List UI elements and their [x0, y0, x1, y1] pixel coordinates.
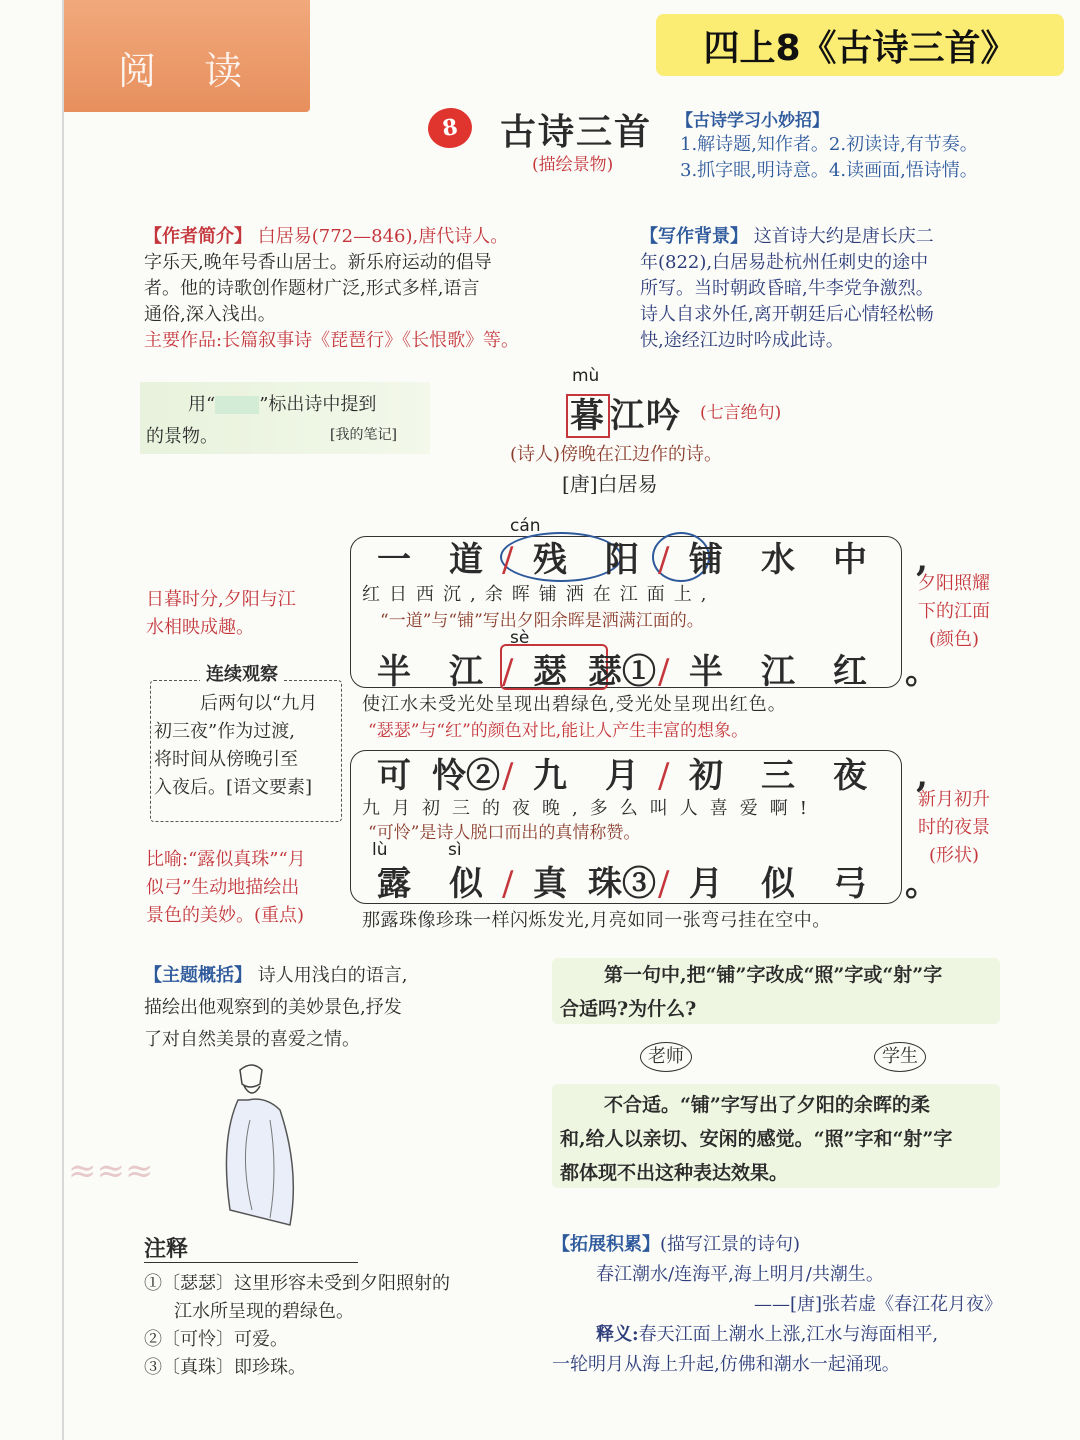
poem-line2-char-0: 半: [377, 652, 411, 692]
poem-line1-char-3: 残: [533, 540, 567, 580]
poem-line2-char-5: /: [658, 652, 670, 692]
metaphor-line-2: 似弓”生动地描绘出: [146, 877, 300, 898]
poem-line3-char-6: 初: [689, 756, 723, 796]
translation-1: 红日西沉,余晖铺洒在江面上,: [362, 584, 716, 605]
side-note-left-1: [146, 586, 296, 642]
note-line-2: 的景物。: [146, 426, 218, 447]
poem-line4-char-6: 月: [689, 864, 723, 904]
poem-title-first-char: 暮: [566, 394, 610, 438]
side-right1-line2: 下的江面: [918, 601, 990, 622]
background-line-2: 年(822),白居易赴杭州任刺史的途中: [640, 252, 929, 273]
question-line-2: 合适吗?为什么?: [560, 998, 697, 1020]
extend-verse: 春江潮水/连海平,海上明月/共潮生。: [596, 1264, 884, 1285]
poem-line3-char-2: /: [502, 756, 514, 796]
poem-title: [566, 388, 682, 437]
poem-line-3: [358, 748, 958, 797]
background-line-1: 这首诗大约是唐长庆二: [753, 226, 934, 247]
metaphor-line-1: 比喻:“露似真珠”“月: [146, 849, 306, 870]
title-pinyin: mù: [572, 366, 600, 386]
author-line-4: 通俗,深入浅出。: [144, 304, 276, 325]
tips-line-1: 1.解诗题,知作者。2.初读诗,有节奏。: [680, 134, 978, 155]
annotation-2: ②〔可怜〕可爱。: [144, 1329, 288, 1350]
tips-line-2: 3.抓字眼,明诗意。4.读画面,悟诗情。: [680, 160, 978, 181]
poem-line4-char-9: 。: [905, 864, 939, 904]
poem-line1-char-7: 水: [761, 540, 795, 580]
poem-author: [唐]白居易: [562, 472, 658, 496]
lesson-banner: 四上8《古诗三首》: [656, 14, 1064, 76]
theme-line-2: 描绘出他观察到的美妙景色,抒发: [144, 997, 402, 1018]
poem-line-4: [358, 856, 958, 905]
line4-pinyin-1: lù: [372, 840, 388, 860]
poem-line3-char-9: ,: [916, 756, 928, 796]
lesson-title: 古诗三首: [500, 111, 653, 153]
poem-line4-char-3: 真: [533, 864, 567, 904]
poem-line3-char-1: 怜②: [432, 756, 500, 796]
metaphor-note: [146, 846, 306, 930]
poem-line4-char-1: 似: [449, 864, 483, 904]
line2-pinyin: sè: [510, 628, 530, 648]
answer-text: [560, 1088, 952, 1190]
note-pre: 用“: [188, 394, 216, 415]
author-line-1: 白居易(772—846),唐代诗人。: [257, 226, 509, 247]
theme-line-3: 了对自然美景的喜爱之情。: [144, 1029, 360, 1050]
background-line-5: 快,途经江边时吟成此诗。: [640, 330, 844, 351]
poem-line-2: [358, 644, 958, 693]
watermark-glyph: ≈≈≈: [68, 1151, 154, 1191]
calligraphy-watermark: [64, 1140, 214, 1200]
extend-explain-line-1: 春天江面上潮水上涨,江水与海面相平,: [638, 1324, 939, 1345]
poem-line3-char-4: 月: [605, 756, 639, 796]
author-works: 主要作品:长篇叙事诗《琵琶行》《长恨歌》等。: [144, 330, 520, 351]
extend-sub: (描写江景的诗句): [660, 1234, 801, 1255]
poem-line2-char-9: 。: [905, 652, 939, 692]
poem-line-1: [358, 532, 958, 581]
poem-line1-char-1: 道: [449, 540, 483, 580]
my-notes-box: [140, 382, 430, 454]
obs-line-2: 初三夜”作为过渡,: [154, 721, 295, 742]
background-line-4: 诗人自求外任,离开朝廷后心情轻松畅: [640, 304, 934, 325]
side-right1-line1: 夕阳照耀: [918, 573, 990, 594]
line4-pinyin-2: sì: [448, 840, 462, 860]
annotation-1: ①〔瑟瑟〕这里形容未受到夕阳照射的: [144, 1273, 450, 1294]
author-line-2: 字乐天,晚年号香山居士。新乐府运动的倡导: [144, 252, 492, 273]
green-mark-sample: [215, 396, 259, 414]
side-right2-line3: (形状): [928, 845, 980, 866]
reading-tab: [64, 0, 310, 112]
poem-line4-char-0: 露: [377, 864, 411, 904]
side-left1-line2: 水相映成趣。: [146, 617, 254, 638]
author-intro-label: 【作者简介】: [144, 226, 252, 247]
side-right1-line3: (颜色): [928, 629, 980, 650]
question-text: [560, 958, 942, 1026]
translation-3: 九月初三的夜晚,多么叫人喜爱啊!: [362, 798, 819, 819]
answer-line-3: 都体现不出这种表达效果。: [560, 1162, 789, 1184]
extended-accumulation: [552, 1230, 1002, 1380]
answer-line-1: 不合适。“铺”字写出了夕阳的余晖的柔: [604, 1094, 930, 1116]
poem-title-note: (诗人)傍晚在江边作的诗。: [510, 444, 723, 465]
continuous-observation-heading: 连续观察: [200, 660, 284, 686]
metaphor-line-3: 景色的美妙。(重点): [146, 905, 305, 926]
poem-title-rest: 江吟: [610, 396, 682, 436]
poem-line2-char-7: 江: [761, 652, 795, 692]
annotations-rule: [144, 1262, 358, 1263]
lesson-number-badge: 8: [425, 105, 474, 151]
poem-line1-char-6: 铺: [689, 540, 723, 580]
poem-line1-char-5: /: [658, 540, 670, 580]
theme-summary: [144, 960, 407, 1056]
teacher-label: 老师: [640, 1042, 692, 1072]
continuous-observation-text: [154, 690, 317, 802]
tips-heading: 【古诗学习小妙招】: [676, 111, 829, 131]
poem-line2-char-1: 江: [449, 652, 483, 692]
analysis-1: “一道”与“铺”写出夕阳余晖是洒满江面的。: [380, 611, 704, 631]
poem-line4-char-4: 珠③: [588, 864, 656, 904]
poem-line3-char-8: 夜: [833, 756, 867, 796]
poem-line3-char-7: 三: [761, 756, 795, 796]
my-notes-tag: [我的笔记]: [330, 427, 397, 443]
note-post: ”标出诗中提到: [259, 394, 377, 415]
poem-line4-char-8: 弓: [833, 864, 867, 904]
annotation-1-cont: 江水所呈现的碧绿色。: [174, 1301, 354, 1322]
line1-pinyin: cán: [510, 516, 541, 536]
side-right2-line1: 新月初升: [918, 789, 990, 810]
question-line-1: 第一句中,把“铺”字改成“照”字或“射”字: [604, 964, 943, 986]
analysis-3: “可怜”是诗人脱口而出的真情称赞。: [368, 823, 641, 843]
obs-line-3: 将时间从傍晚引至: [154, 749, 298, 770]
writing-background: [640, 224, 1000, 354]
background-label: 【写作背景】: [640, 226, 748, 247]
translation-2: 使江水未受光处呈现出碧绿色,受光处呈现出红色。: [362, 694, 787, 715]
theme-line-1: 诗人用浅白的语言,: [257, 965, 408, 986]
poem-line2-char-2: /: [502, 652, 514, 692]
extend-source: ——[唐]张若虚《春江花月夜》: [753, 1294, 1002, 1315]
poem-line4-char-7: 似: [761, 864, 795, 904]
poet-illustration: [200, 1060, 350, 1230]
author-intro: [144, 224, 574, 354]
extend-label: 【拓展积累】: [552, 1234, 660, 1255]
reading-tab-label: 阅 读: [118, 49, 261, 93]
poem-line3-char-0: 可: [377, 756, 411, 796]
answer-line-2: 和,给人以亲切、安闲的感觉。“照”字和“射”字: [560, 1128, 953, 1150]
page-margin-rule: [62, 0, 64, 1440]
poem-form: (七言绝句): [700, 403, 782, 423]
lesson-subtitle: (描绘景物): [532, 155, 614, 175]
poem-line1-char-2: /: [502, 540, 514, 580]
obs-line-4: 入夜后。[语文要素]: [154, 777, 313, 798]
author-line-3: 者。他的诗歌创作题材广泛,形式多样,语言: [144, 278, 480, 299]
poem-line2-char-8: 红: [833, 652, 867, 692]
side-note-right-2: [908, 786, 1000, 870]
side-right2-line2: 时的夜景: [918, 817, 990, 838]
poem-line1-char-4: 阳: [605, 540, 639, 580]
poem-line2-char-6: 半: [689, 652, 723, 692]
analysis-2: “瑟瑟”与“红”的颜色对比,能让人产生丰富的想象。: [368, 721, 749, 741]
annotation-3: ③〔真珠〕即珍珠。: [144, 1357, 306, 1378]
annotations-heading: 注释: [144, 1236, 189, 1262]
poem-line4-char-2: /: [502, 864, 514, 904]
extend-explain-line-2: 一轮明月从海上升起,仿佛和潮水一起涌现。: [552, 1354, 900, 1375]
poem-line3-char-3: 九: [533, 756, 567, 796]
student-label: 学生: [874, 1042, 926, 1072]
theme-label: 【主题概括】: [144, 965, 252, 986]
poem-line3-char-5: /: [658, 756, 670, 796]
poem-line1-char-0: 一: [377, 540, 411, 580]
obs-line-1: 后两句以“九月: [200, 693, 318, 714]
poem-line4-char-5: /: [658, 864, 670, 904]
poem-line2-char-3: 瑟: [533, 652, 567, 692]
background-line-3: 所写。当时朝政昏暗,牛李党争激烈。: [640, 278, 934, 299]
side-left1-line1: 日暮时分,夕阳与江: [146, 589, 296, 610]
translation-4: 那露珠像珍珠一样闪烁发光,月亮如同一张弯弓挂在空中。: [362, 910, 831, 931]
poem-line2-char-4: 瑟①: [588, 652, 656, 692]
extend-explain-label: 释义:: [596, 1324, 639, 1345]
side-note-right-1: [908, 570, 1000, 654]
poem-line1-char-9: ,: [916, 540, 928, 580]
poem-line1-char-8: 中: [833, 540, 867, 580]
